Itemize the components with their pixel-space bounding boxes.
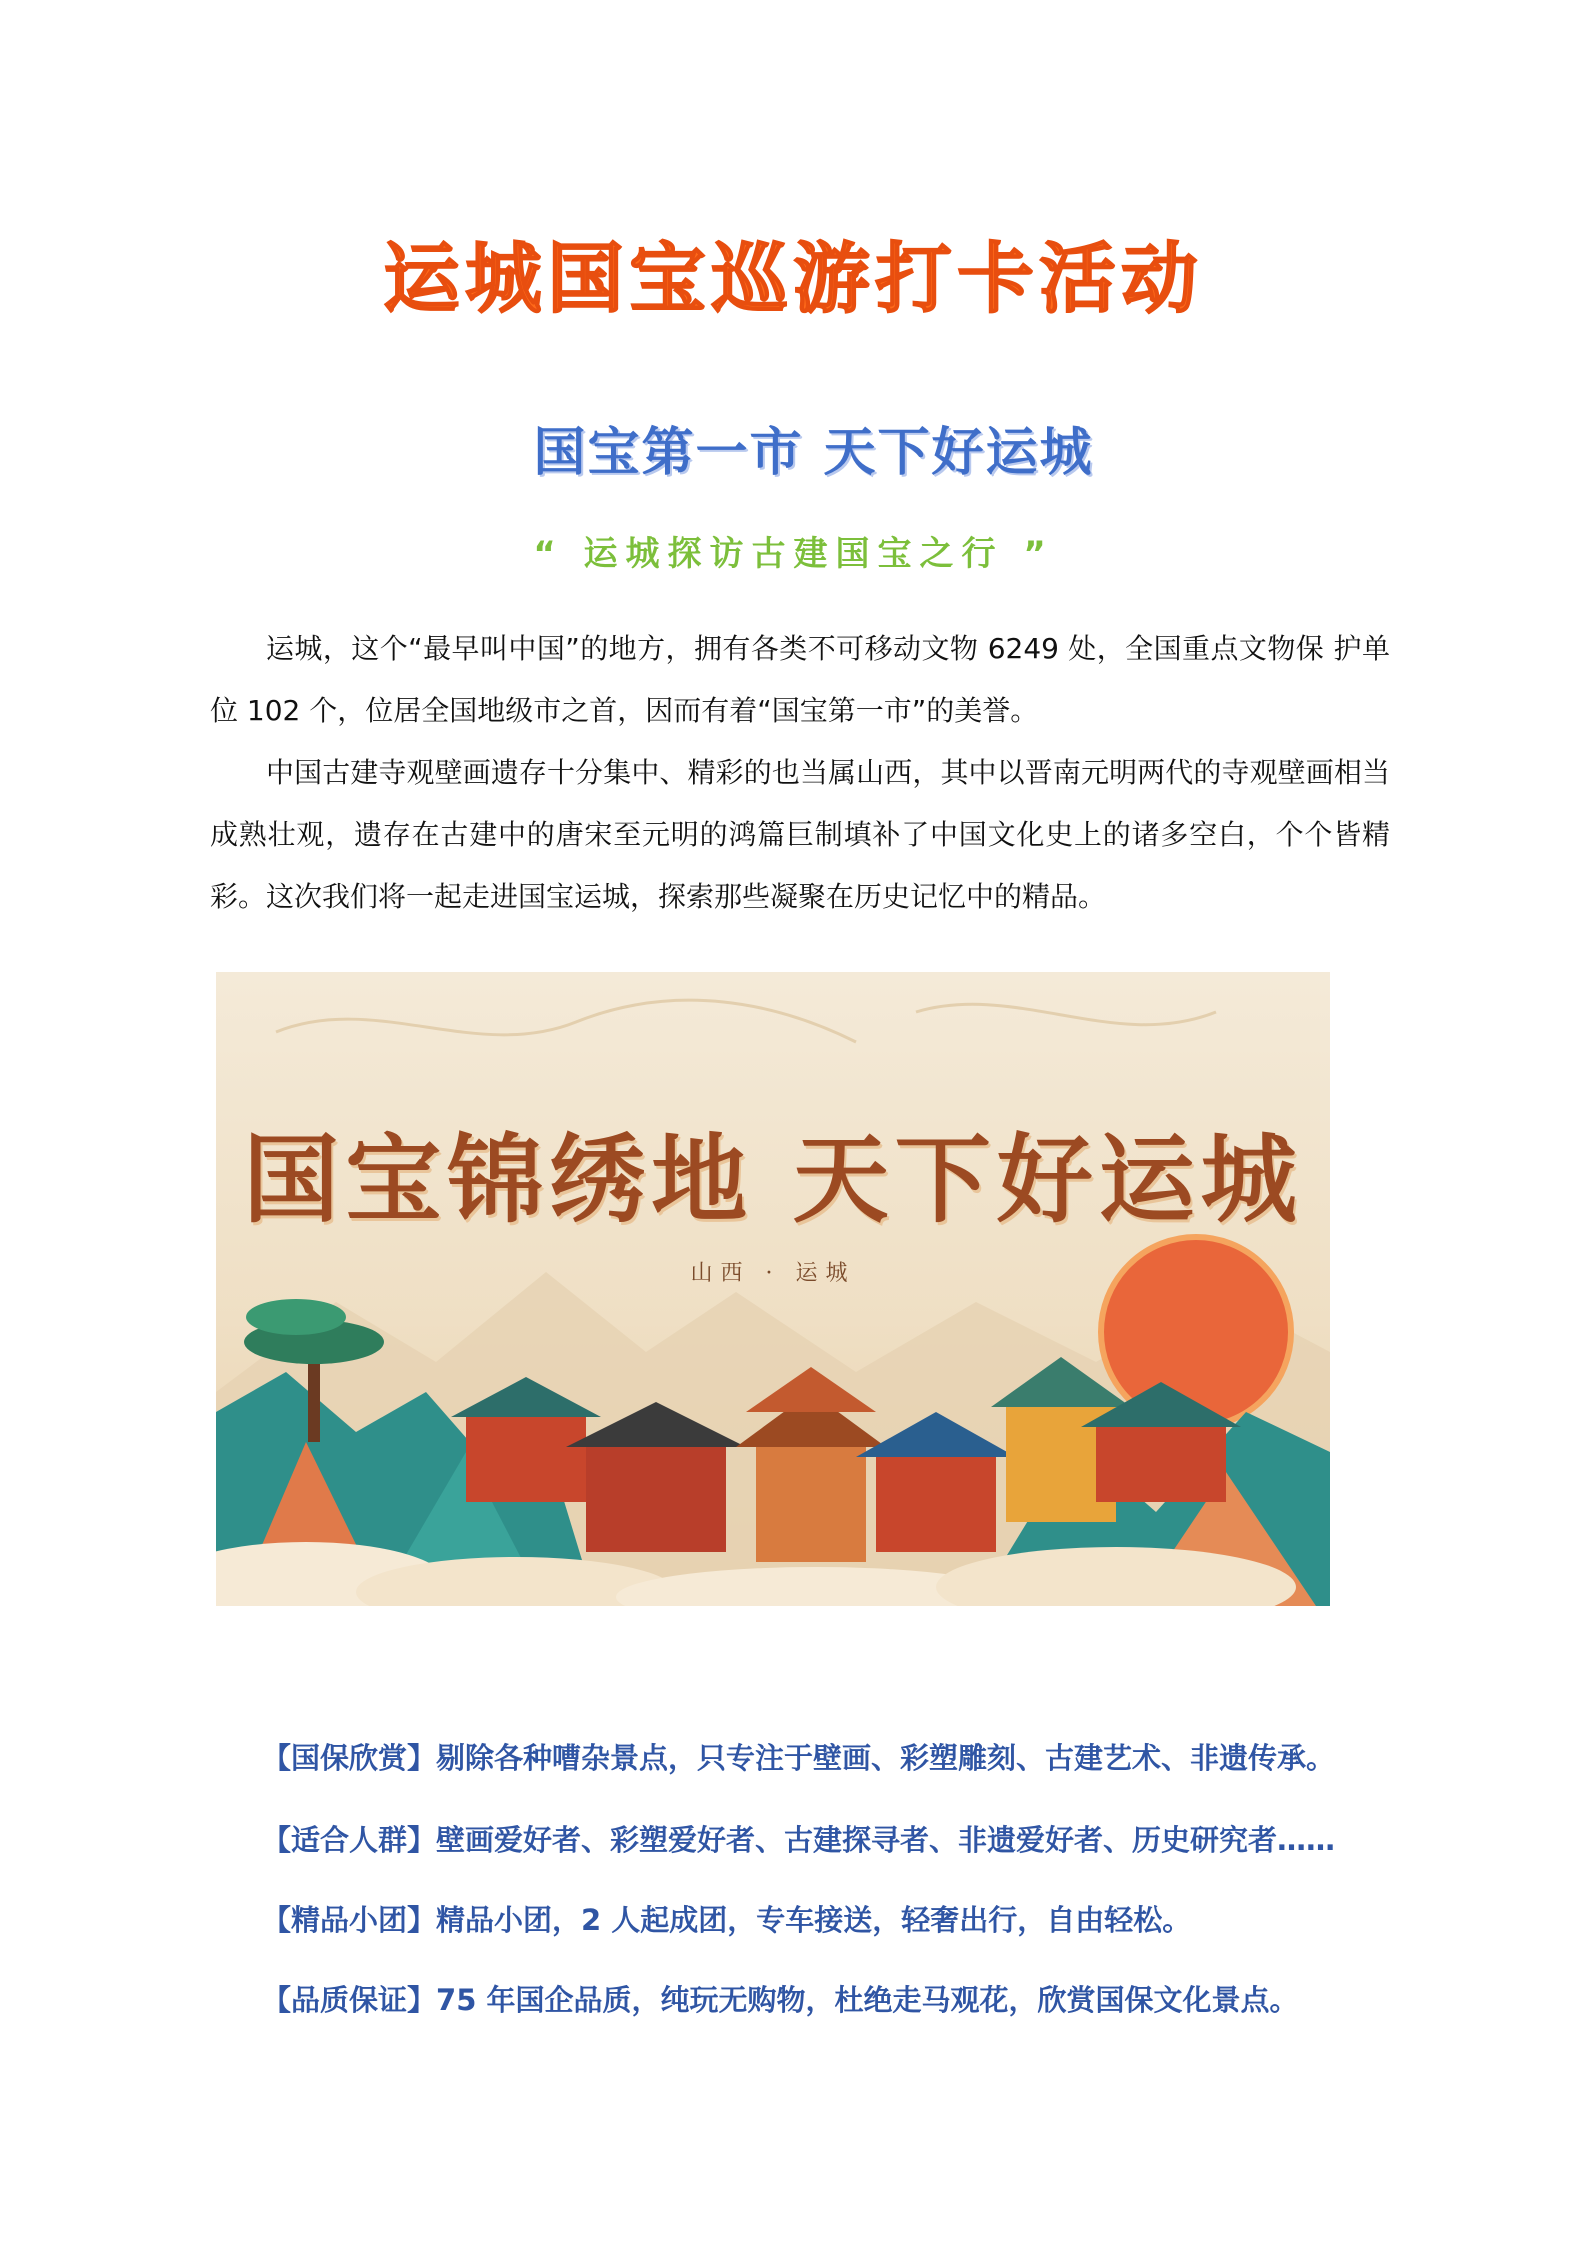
highlight-text: 剔除各种嘈杂景点，只专注于壁画、彩塑雕刻、古建艺术、非遗传承。 bbox=[436, 1741, 1336, 1775]
highlight-tag: 【品质保证】 bbox=[262, 1983, 437, 2017]
highlight-row bbox=[262, 1888, 1462, 1952]
banner-title: 国宝锦绣地 天下好运城 bbox=[243, 1123, 1303, 1236]
banner-illustration bbox=[216, 972, 1330, 1606]
highlight-text: 75 年国企品质，纯玩无购物，杜绝走马观花，欣赏国保文化景点。 bbox=[436, 1983, 1299, 2017]
highlight-text: 壁画爱好者、彩塑爱好者、古建探寻者、非遗爱好者、历史研究者…… bbox=[436, 1823, 1336, 1857]
highlight-tag: 【适合人群】 bbox=[262, 1823, 437, 1857]
banner-subtitle: 山西 · 运城 bbox=[690, 1261, 856, 1286]
slogan: 国宝第一市 天下好运城 bbox=[533, 423, 1094, 483]
intro-paragraph: 中国古建寺观壁画遗存十分集中、精彩的也当属山西，其中以晋南元明两代的寺观壁画相当成熟壮观，遗存在古建中的唐宋至元明的鸿篇巨制填补了中国文化史上的诸多空白，个个皆精彩。这次我们将一起走进国宝运城，探索那些凝聚在历史记忆中的精品。 bbox=[210, 756, 1390, 913]
banner-image bbox=[216, 972, 1330, 1606]
highlight-row bbox=[262, 1968, 1462, 2032]
highlight-text: 精品小团，2 人起成团，专车接送，轻奢出行，自由轻松。 bbox=[436, 1903, 1192, 1937]
highlights-list bbox=[262, 1726, 1462, 2032]
highlight-tag: 【国保欣赏】 bbox=[262, 1741, 437, 1775]
intro-paragraph: 运城，这个“最早叫中国”的地方，拥有各类不可移动文物 6249 处，全国重点文物保 护单位 102 个，位居全国地级市之首，因而有着“国宝第一市”的美誉。 bbox=[210, 632, 1390, 727]
intro-section bbox=[210, 618, 1390, 928]
highlight-row bbox=[262, 1808, 1462, 1872]
main-title: 运城国宝巡游打卡活动 bbox=[383, 234, 1204, 323]
highlight-row bbox=[262, 1726, 1462, 1790]
highlight-tag: 【精品小团】 bbox=[262, 1903, 437, 1937]
subtitle: “ 运城探访古建国宝之行 ” bbox=[533, 534, 1054, 574]
